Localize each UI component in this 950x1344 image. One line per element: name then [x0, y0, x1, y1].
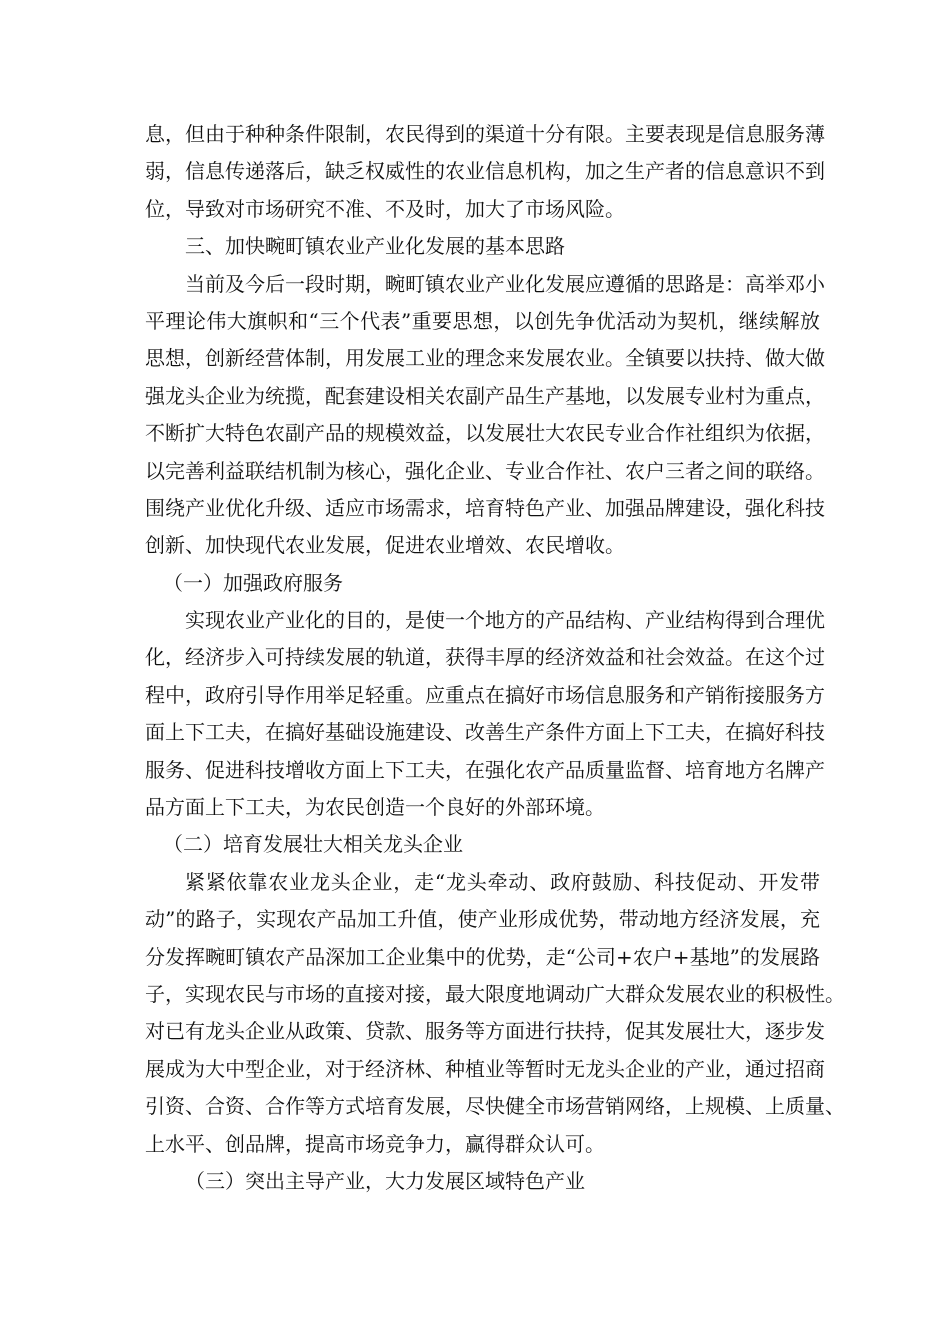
text-line: 紧紧依靠农业龙头企业，走“龙头牵动、政府鼓励、科技促动、开发带 [185, 869, 820, 894]
text-line: 对已有龙头企业从政策、贷款、服务等方面进行扶持，促其发展壮大，逐步发 [145, 1019, 825, 1044]
subsection-heading [145, 565, 820, 602]
text-line: 子，实现农民与市场的直接对接，最大限度地调动广大群众发展农业的积极性。 [145, 981, 845, 1006]
paragraph [145, 602, 825, 826]
document-body [145, 116, 845, 1200]
text-line: 创新、加快现代农业发展，促进农业增效、农民增收。 [145, 533, 625, 558]
subsection-heading [145, 1163, 820, 1200]
paragraph [145, 864, 845, 1163]
text-line: 围绕产业优化升级、适应市场需求，培育特色产业、加强品牌建设，强化科技 [145, 495, 825, 520]
text-line: 平理论伟大旗帜和“三个代表”重要思想，以创先争优活动为契机，继续解放 [145, 308, 820, 333]
paragraph-continuation [145, 116, 825, 228]
subsection-heading [145, 826, 820, 863]
subsection-heading-text: （二）培育发展壮大相关龙头企业 [163, 832, 463, 857]
subsection-heading-text: （三）突出主导产业，大力发展区域特色产业 [185, 1168, 585, 1193]
text-line: 品方面上下工夫，为农民创造一个良好的外部环境。 [145, 795, 605, 820]
section-heading-text: 三、加快畹町镇农业产业化发展的基本思路 [185, 234, 565, 259]
text-line: 强龙头企业为统揽，配套建设相关农副产品生产基地，以发展专业村为重点， [145, 383, 825, 408]
text-line: 引资、合资、合作等方式培育发展，尽快健全市场营销网络，上规模、上质量、 [145, 1094, 845, 1119]
text-line: 不断扩大特色农副产品的规模效益，以发展壮大农民专业合作社组织为依据， [145, 421, 825, 446]
text-line: 弱，信息传递落后，缺乏权威性的农业信息机构，加之生产者的信息意识不到 [145, 159, 825, 184]
text-line: 分发挥畹町镇农产品深加工企业集中的优势，走“公司+农户+基地”的发展路 [145, 944, 820, 969]
text-line: 息，但由于种种条件限制，农民得到的渠道十分有限。主要表现是信息服务薄 [145, 122, 825, 146]
text-line: 当前及今后一段时期，畹町镇农业产业化发展应遵循的思路是：高举邓小 [185, 271, 825, 296]
text-line: 思想，创新经营体制，用发展工业的理念来发展农业。全镇要以扶持、做大做 [145, 346, 825, 371]
text-line: 程中，政府引导作用举足轻重。应重点在搞好市场信息服务和产销衔接服务方 [145, 682, 825, 707]
text-line: 展成为大中型企业，对于经济林、种植业等暂时无龙头企业的产业，通过招商 [145, 1056, 825, 1081]
text-line: 实现农业产业化的目的，是使一个地方的产品结构、产业结构得到合理优 [185, 608, 825, 633]
text-line: 服务、促进科技增收方面上下工夫，在强化农产品质量监督、培育地方名牌产 [145, 757, 825, 782]
text-line: 上水平、创品牌，提高市场竞争力，赢得群众认可。 [145, 1131, 605, 1156]
text-line: 以完善利益联结机制为核心，强化企业、专业合作社、农户三者之间的联络。 [145, 458, 825, 483]
paragraph [145, 266, 825, 565]
section-heading [145, 228, 820, 265]
subsection-heading-text: （一）加强政府服务 [163, 570, 343, 595]
text-line: 化，经济步入可持续发展的轨道，获得丰厚的经济效益和社会效益。在这个过 [145, 645, 825, 670]
text-line: 动”的路子，实现农产品加工升值，使产业形成优势，带动地方经济发展，充 [145, 907, 820, 932]
text-line: 位，导致对市场研究不准、不及时，加大了市场风险。 [145, 196, 625, 221]
text-line: 面上下工夫，在搞好基础设施建设、改善生产条件方面上下工夫，在搞好科技 [145, 720, 825, 745]
